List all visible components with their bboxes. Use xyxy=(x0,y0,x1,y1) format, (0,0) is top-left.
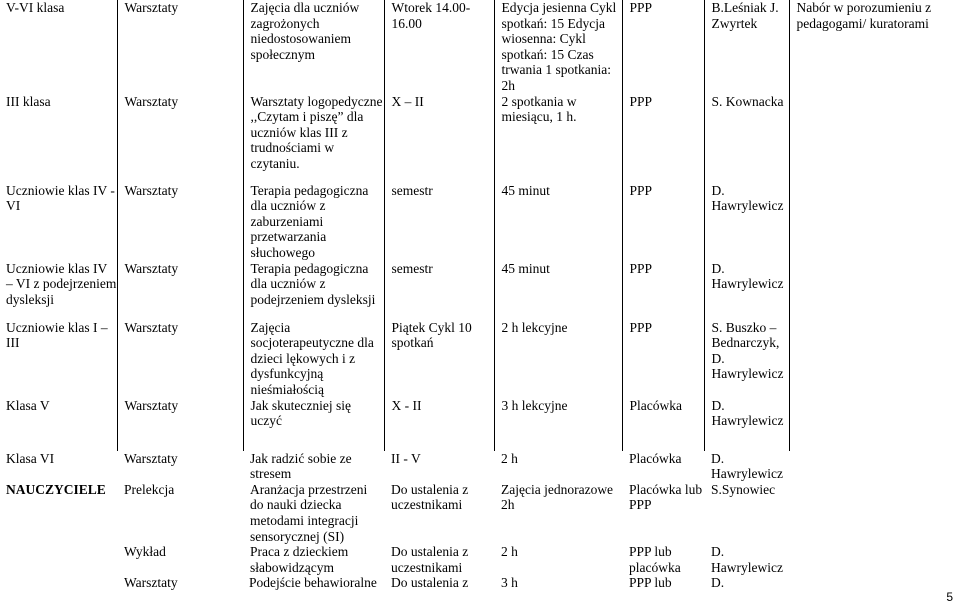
cell-place: PPP xyxy=(622,261,704,320)
cell-duration: Edycja jesienna Cykl spotkań: 15 Edycja wiosenna: Cykl spotkań: 15 Czas trwania 1 spotkania: 2h xyxy=(494,0,622,94)
cell-form: Warsztaty xyxy=(117,261,243,320)
cell-group xyxy=(0,575,117,591)
cell-form: Warsztaty xyxy=(117,183,243,261)
cell-duration: 45 minut xyxy=(494,261,622,320)
table-row xyxy=(0,544,959,575)
cell-leader: B.Leśniak J. Zwyrtek xyxy=(704,0,789,94)
cell-topic: Zajęcia dla uczniów zagrożonych niedostosowaniem społecznym xyxy=(243,0,384,94)
cell-leader: D. Hawrylewicz xyxy=(711,450,783,482)
cell-notes xyxy=(789,451,959,482)
cell-leader: D. Hawrylewicz xyxy=(704,261,789,320)
cell-term: semestr xyxy=(384,261,494,320)
cell-group: V-VI klasa xyxy=(0,0,117,94)
cell-duration: 2 h xyxy=(501,450,518,466)
cell-place: PPP xyxy=(622,94,704,183)
cell-place: PPP lub xyxy=(629,575,672,591)
cell-notes xyxy=(789,398,959,438)
cell-place: PPP xyxy=(622,320,704,398)
cell-place: PPP xyxy=(622,183,704,261)
table-row xyxy=(0,398,959,438)
cell-group: III klasa xyxy=(0,94,117,183)
table-row xyxy=(0,261,959,320)
cell-place: Placówka xyxy=(622,398,704,438)
cell-notes xyxy=(789,320,959,398)
cell-notes xyxy=(789,94,959,183)
cell-topic: Jak radzić sobie ze stresem xyxy=(250,450,352,482)
cell-form: Warsztaty xyxy=(124,575,178,591)
cell-term: Do ustalenia z uczestnikami xyxy=(391,544,469,575)
cell-term: II - V xyxy=(391,450,421,466)
cell-group: Uczniowie klas IV - VI xyxy=(0,183,117,261)
cell-leader: S. Buszko – Bednarczyk, D. Hawrylewicz xyxy=(704,320,789,398)
cell-leader: S. Kownacka xyxy=(704,94,789,183)
table-row xyxy=(0,183,959,261)
cell-notes xyxy=(789,482,959,544)
cell-form: Warsztaty xyxy=(117,94,243,183)
cell-place: Placówka xyxy=(629,450,682,466)
cell-form: Wykład xyxy=(124,544,166,560)
cell-form: Warsztaty xyxy=(124,450,178,466)
cell-duration: 2 h lekcyjne xyxy=(494,320,622,398)
cell-form: Warsztaty xyxy=(117,398,243,438)
cell-duration: Zajęcia jednorazowe 2h xyxy=(501,481,614,513)
table-row xyxy=(0,320,959,398)
cell-place: PPP xyxy=(622,0,704,94)
table-row xyxy=(0,575,959,591)
cell-term: Do ustalenia z uczestnikami xyxy=(391,481,469,513)
table-row xyxy=(0,0,959,94)
cell-notes xyxy=(789,261,959,320)
cell-term: Piątek Cykl 10 spotkań xyxy=(384,320,494,398)
cell-duration: 3 h lekcyjne xyxy=(494,398,622,438)
cell-group: Klasa VI xyxy=(6,450,55,466)
cell-topic: Aranżacja przestrzeni do nauki dziecka metodami integracji sensorycznej (SI) xyxy=(250,481,368,544)
cell-group: Uczniowie klas IV – VI z podejrzeniem dysleksji xyxy=(0,261,117,320)
cell-topic: Terapia pedagogiczna dla uczniów z podejrzeniem dysleksji xyxy=(243,261,384,320)
cell-term: X - II xyxy=(384,398,494,438)
cell-duration: 2 h xyxy=(501,544,518,560)
cell-notes: Nabór w porozumieniu z pedagogami/ kuratorami xyxy=(796,0,932,31)
cell-duration: 2 spotkania w miesiącu, 1 h. xyxy=(494,94,622,183)
cell-group: Uczniowie klas I – III xyxy=(0,320,117,398)
cell-term: semestr xyxy=(384,183,494,261)
cell-duration: 45 minut xyxy=(494,183,622,261)
cell-leader: D. Hawrylewicz xyxy=(704,183,789,261)
cell-notes xyxy=(789,183,959,261)
table-row xyxy=(0,94,959,183)
cell-notes xyxy=(789,544,959,575)
cell-leader: D. Hawrylewicz xyxy=(704,398,789,438)
cell-term: Wtorek 14.00- 16.00 xyxy=(384,0,494,94)
cell-topic: Podejście behawioralne xyxy=(249,575,377,591)
cell-duration: 3 h xyxy=(501,575,518,591)
cell-notes xyxy=(789,575,959,591)
cell-form: Prelekcja xyxy=(124,481,175,497)
row-spacer xyxy=(0,438,959,451)
cell-group: NAUCZYCIELE xyxy=(6,481,106,497)
page-number: 5 xyxy=(946,590,953,604)
cell-leader: D. Hawrylewicz xyxy=(711,544,783,575)
cell-form: Warsztaty xyxy=(117,0,243,94)
cell-leader: D. xyxy=(711,575,725,591)
cell-group: Klasa V xyxy=(0,398,117,438)
cell-topic: Praca z dzieckiem słabowidzącym xyxy=(250,544,349,575)
cell-place: PPP lub placówka xyxy=(629,544,681,575)
cell-topic: Zajęcia socjoterapeutyczne dla dzieci lękowych i z dysfunkcyjną nieśmiałością xyxy=(243,320,384,398)
cell-leader: S.Synowiec xyxy=(711,481,776,497)
cell-topic: Warsztaty logopedyczne ,,Czytam i piszę” dla uczniów klas III z trudnościami w czytaniu. xyxy=(243,94,384,183)
cell-topic: Jak skutecznieј się uczyć xyxy=(243,398,384,438)
cell-group xyxy=(0,544,117,575)
table-row xyxy=(0,482,959,544)
cell-place: Placówka lub PPP xyxy=(629,481,703,513)
table-row xyxy=(0,451,959,482)
cell-form: Warsztaty xyxy=(117,320,243,398)
cell-topic: Terapia pedagogiczna dla uczniów z zaburzeniami przetwarzania słuchowego xyxy=(243,183,384,261)
cell-term: X – II xyxy=(384,94,494,183)
cell-term: Do ustalenia z xyxy=(391,575,469,591)
